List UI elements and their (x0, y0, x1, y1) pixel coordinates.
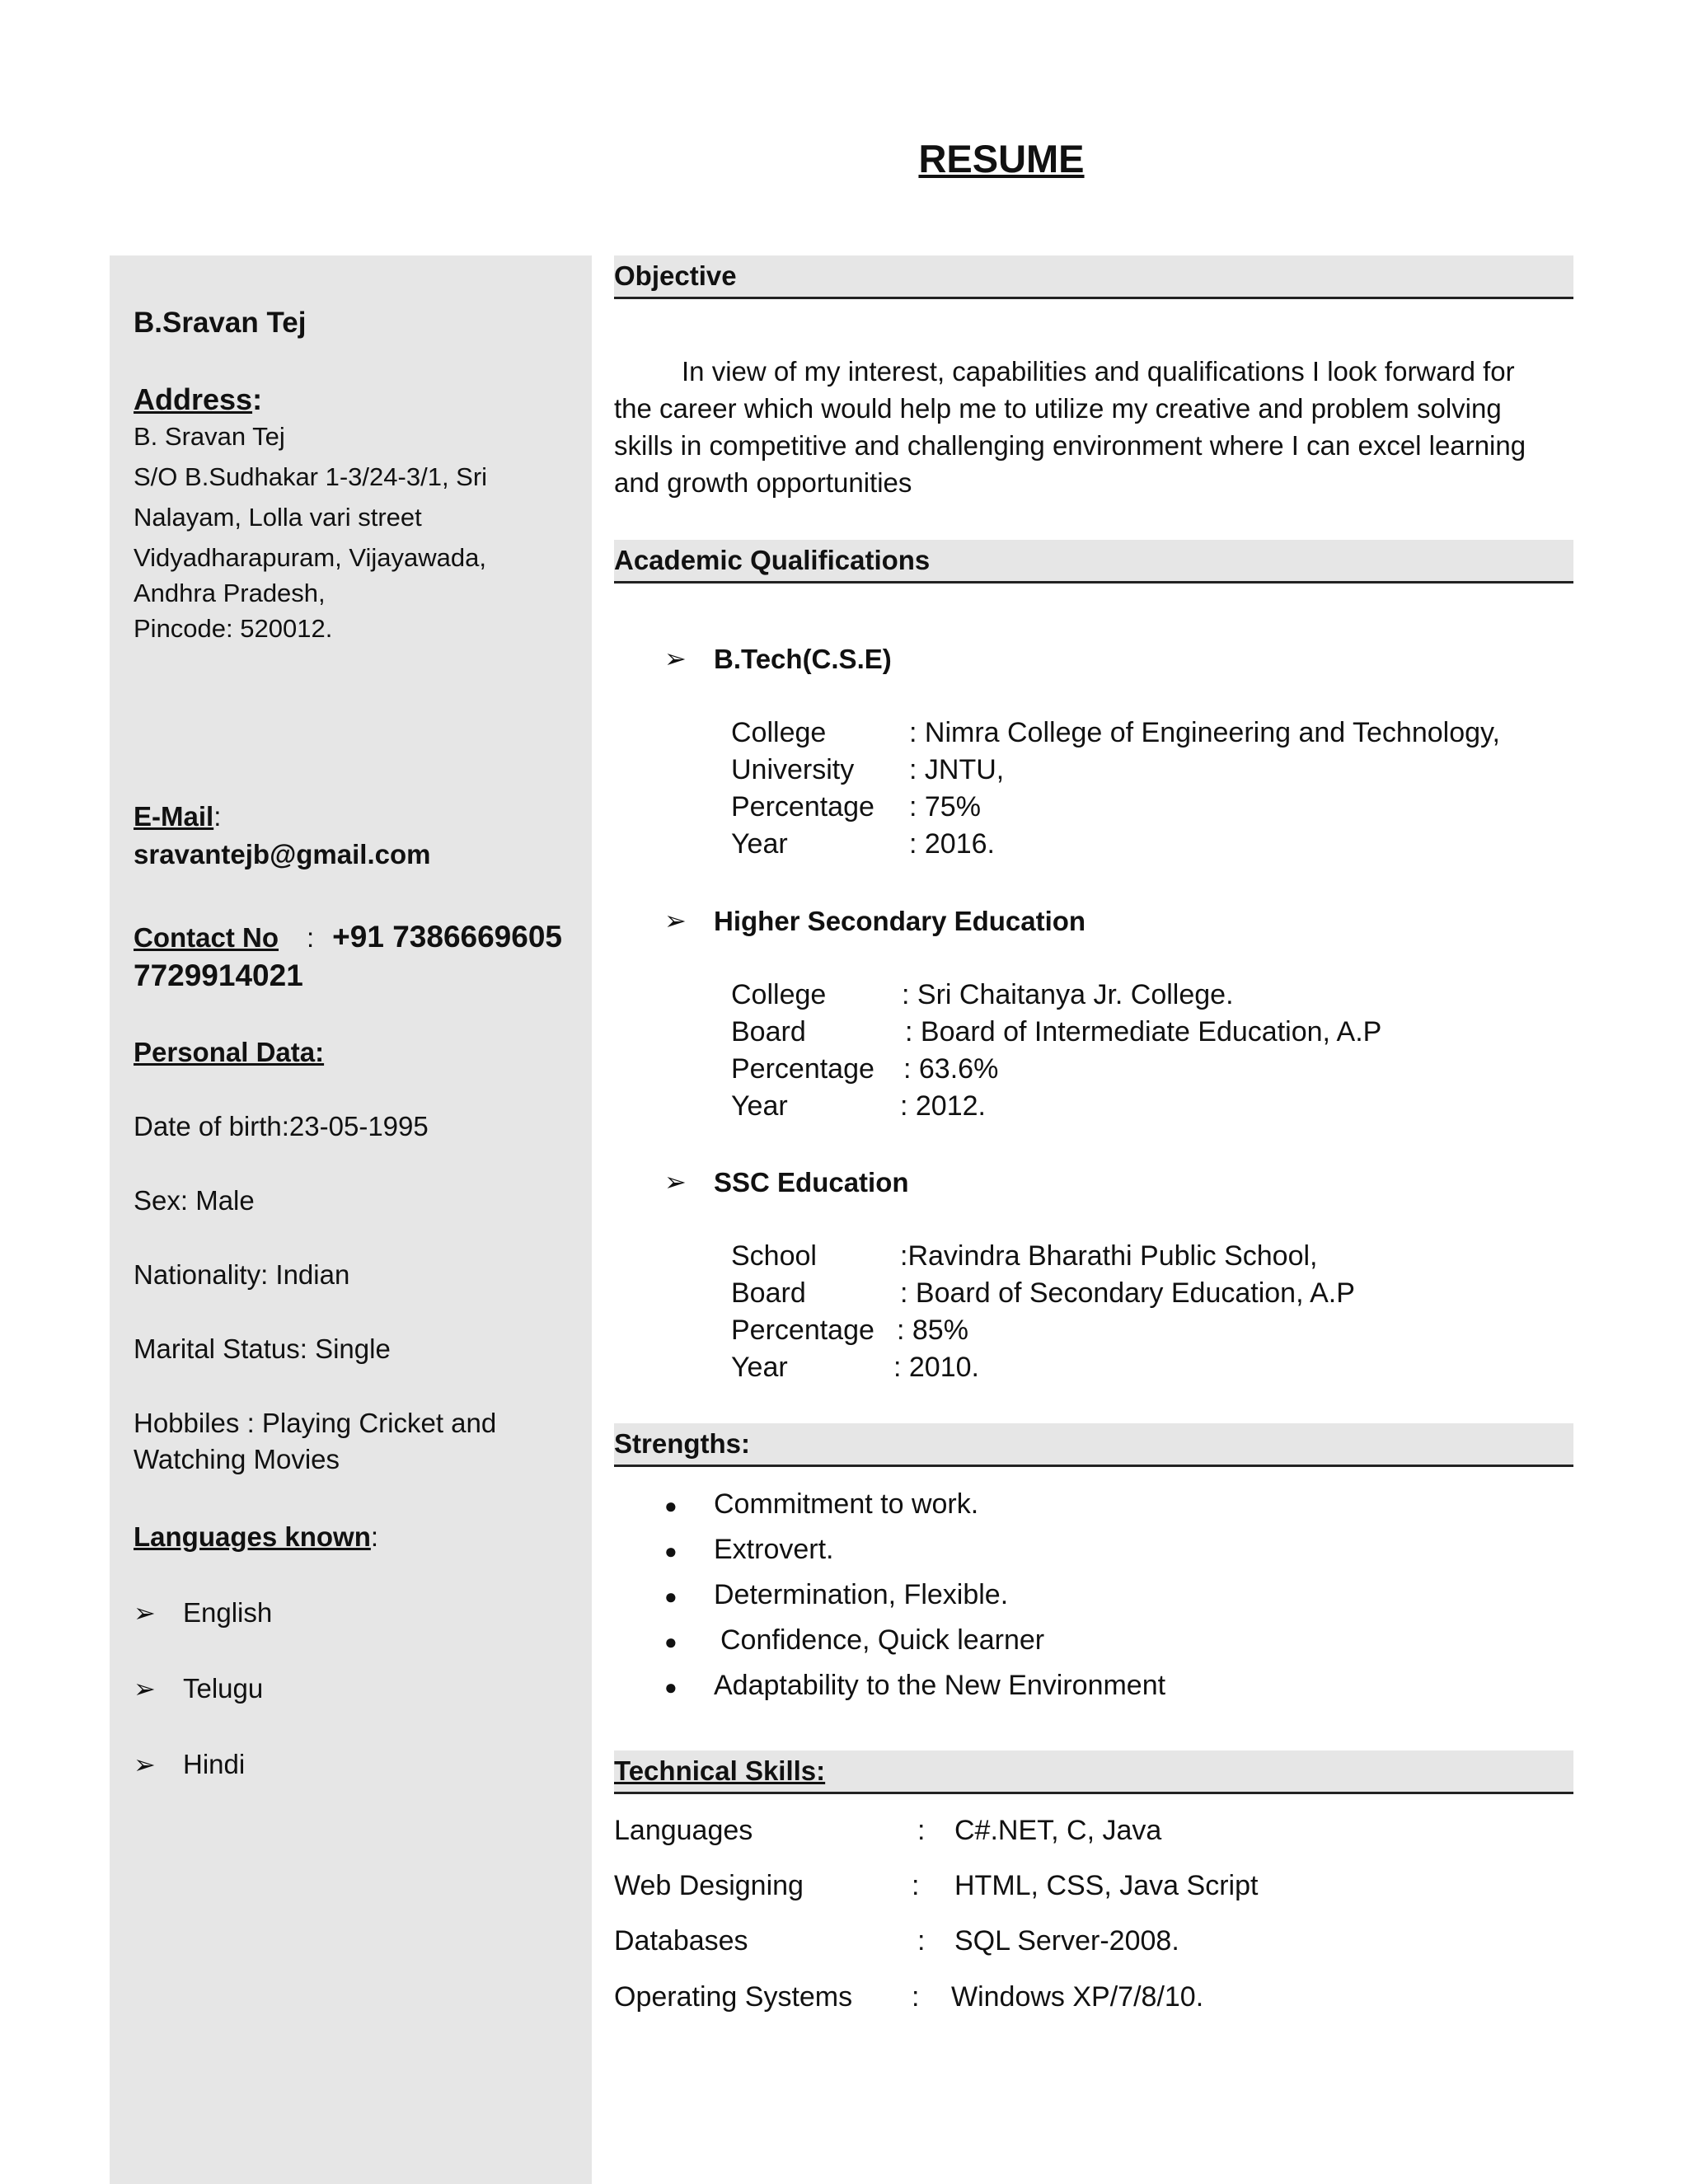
bullet-icon: ● (664, 1629, 678, 1654)
skill-label: Operating Systems (614, 1981, 853, 2013)
qualification-value: : Sri Chaitanya Jr. College. (902, 979, 1234, 1010)
qualification-label: Year (731, 1352, 788, 1383)
bullet-icon: ● (664, 1584, 678, 1609)
qualification-label: Percentage (731, 1315, 874, 1346)
qualification-value: : Board of Secondary Education, A.P (900, 1277, 1355, 1309)
skill-separator: : (912, 1870, 920, 1901)
strength-item: Confidence, Quick learner (720, 1624, 1045, 1656)
qualification-label: College (731, 979, 827, 1010)
skill-value: Windows XP/7/8/10. (951, 1981, 1204, 2013)
arrow-bullet-icon: ➢ (134, 1598, 156, 1628)
dob: Date of birth:23-05-1995 (134, 1111, 429, 1141)
qualification-title: SSC Education (714, 1167, 909, 1197)
sex: Sex: Male (134, 1185, 255, 1216)
qualification-title: Higher Secondary Education (714, 906, 1086, 936)
address-line: Andhra Pradesh, (134, 579, 326, 607)
skill-separator: : (917, 1815, 926, 1846)
strength-item: Adaptability to the New Environment (714, 1670, 1166, 1701)
qualification-label: Board (731, 1277, 806, 1309)
bullet-icon: ● (664, 1539, 678, 1563)
qualification-value: : 63.6% (903, 1053, 999, 1085)
qualification-title: B.Tech(C.S.E) (714, 644, 892, 674)
qualification-label: College (731, 717, 827, 748)
language-item: Telugu (183, 1673, 264, 1704)
arrow-bullet-icon: ➢ (664, 1167, 687, 1197)
qualification-value: : Nimra College of Engineering and Technology, (909, 717, 1500, 748)
arrow-bullet-icon: ➢ (664, 644, 687, 673)
address-line: S/O B.Sudhakar 1-3/24-3/1, Sri (134, 462, 488, 491)
qualification-value: : 2010. (893, 1352, 979, 1383)
phone-primary: +91 7386669605 (332, 920, 562, 954)
contact-heading: Contact No : +91 7386669605 (134, 920, 562, 954)
address-line: Pincode: 520012. (134, 614, 333, 643)
phone-secondary: 7729914021 (134, 958, 303, 992)
qualification-value: : JNTU, (909, 754, 1005, 785)
strengths-section-header: Strengths: (614, 1423, 1573, 1467)
objective-text: In view of my interest, capabilities and qualifications I look forward for the career which would help me to utilize my creative and problem solving skills in competitive and challenging environment where I can excel learning and growth opportunities (614, 356, 1526, 498)
languages-heading: Languages known: (134, 1521, 379, 1552)
qualification-label: Year (731, 828, 788, 860)
bullet-icon: ● (664, 1675, 678, 1699)
qualification-value: : 85% (897, 1315, 968, 1346)
qualification-value: :Ravindra Bharathi Public School, (900, 1240, 1318, 1272)
qualification-value: : 2012. (900, 1090, 986, 1122)
arrow-bullet-icon: ➢ (134, 1674, 156, 1704)
address-line: Nalayam, Lolla vari street (134, 503, 422, 532)
skill-value: HTML, CSS, Java Script (954, 1870, 1259, 1901)
hobbies: Hobbiles : Playing Cricket and (134, 1408, 497, 1438)
candidate-name: B.Sravan Tej (134, 307, 307, 339)
skill-value: C#.NET, C, Java (954, 1815, 1162, 1846)
qualification-label: Year (731, 1090, 788, 1122)
hobbies: Watching Movies (134, 1444, 340, 1474)
email-value: sravantejb@gmail.com (134, 839, 431, 869)
page-title: RESUME (918, 137, 1085, 180)
qualification-label: School (731, 1240, 817, 1272)
email-heading: E-Mail: (134, 801, 222, 832)
address-heading: Address: (134, 382, 263, 416)
arrow-bullet-icon: ➢ (664, 906, 687, 935)
qualification-label: Percentage (731, 1053, 874, 1085)
nationality: Nationality: Indian (134, 1259, 350, 1290)
qualification-label: Board (731, 1016, 806, 1047)
qualification-value: : Board of Intermediate Education, A.P (905, 1016, 1382, 1047)
address-line: Vidyadharapuram, Vijayawada, (134, 543, 486, 572)
academic-section-header: Academic Qualifications (614, 540, 1573, 583)
technical-section-header: Technical Skills: (614, 1750, 1573, 1794)
skill-value: SQL Server-2008. (954, 1925, 1179, 1957)
address-line: B. Sravan Tej (134, 422, 285, 451)
qualification-value: : 75% (909, 791, 981, 823)
skill-label: Databases (614, 1925, 748, 1957)
strength-item: Commitment to work. (714, 1488, 979, 1520)
marital-status: Marital Status: Single (134, 1333, 391, 1364)
objective-section-header: Objective (614, 255, 1573, 299)
language-item: Hindi (183, 1749, 246, 1779)
qualification-label: Percentage (731, 791, 874, 823)
skill-label: Languages (614, 1815, 753, 1846)
strength-item: Determination, Flexible. (714, 1579, 1009, 1610)
skill-separator: : (912, 1981, 920, 2013)
personal-data-heading: Personal Data: (134, 1037, 325, 1067)
qualification-label: University (731, 754, 855, 785)
arrow-bullet-icon: ➢ (134, 1750, 156, 1779)
strength-item: Extrovert. (714, 1534, 834, 1565)
bullet-icon: ● (664, 1493, 678, 1518)
skill-label: Web Designing (614, 1870, 804, 1901)
skill-separator: : (917, 1925, 926, 1957)
qualification-value: : 2016. (909, 828, 995, 860)
language-item: English (183, 1597, 273, 1628)
